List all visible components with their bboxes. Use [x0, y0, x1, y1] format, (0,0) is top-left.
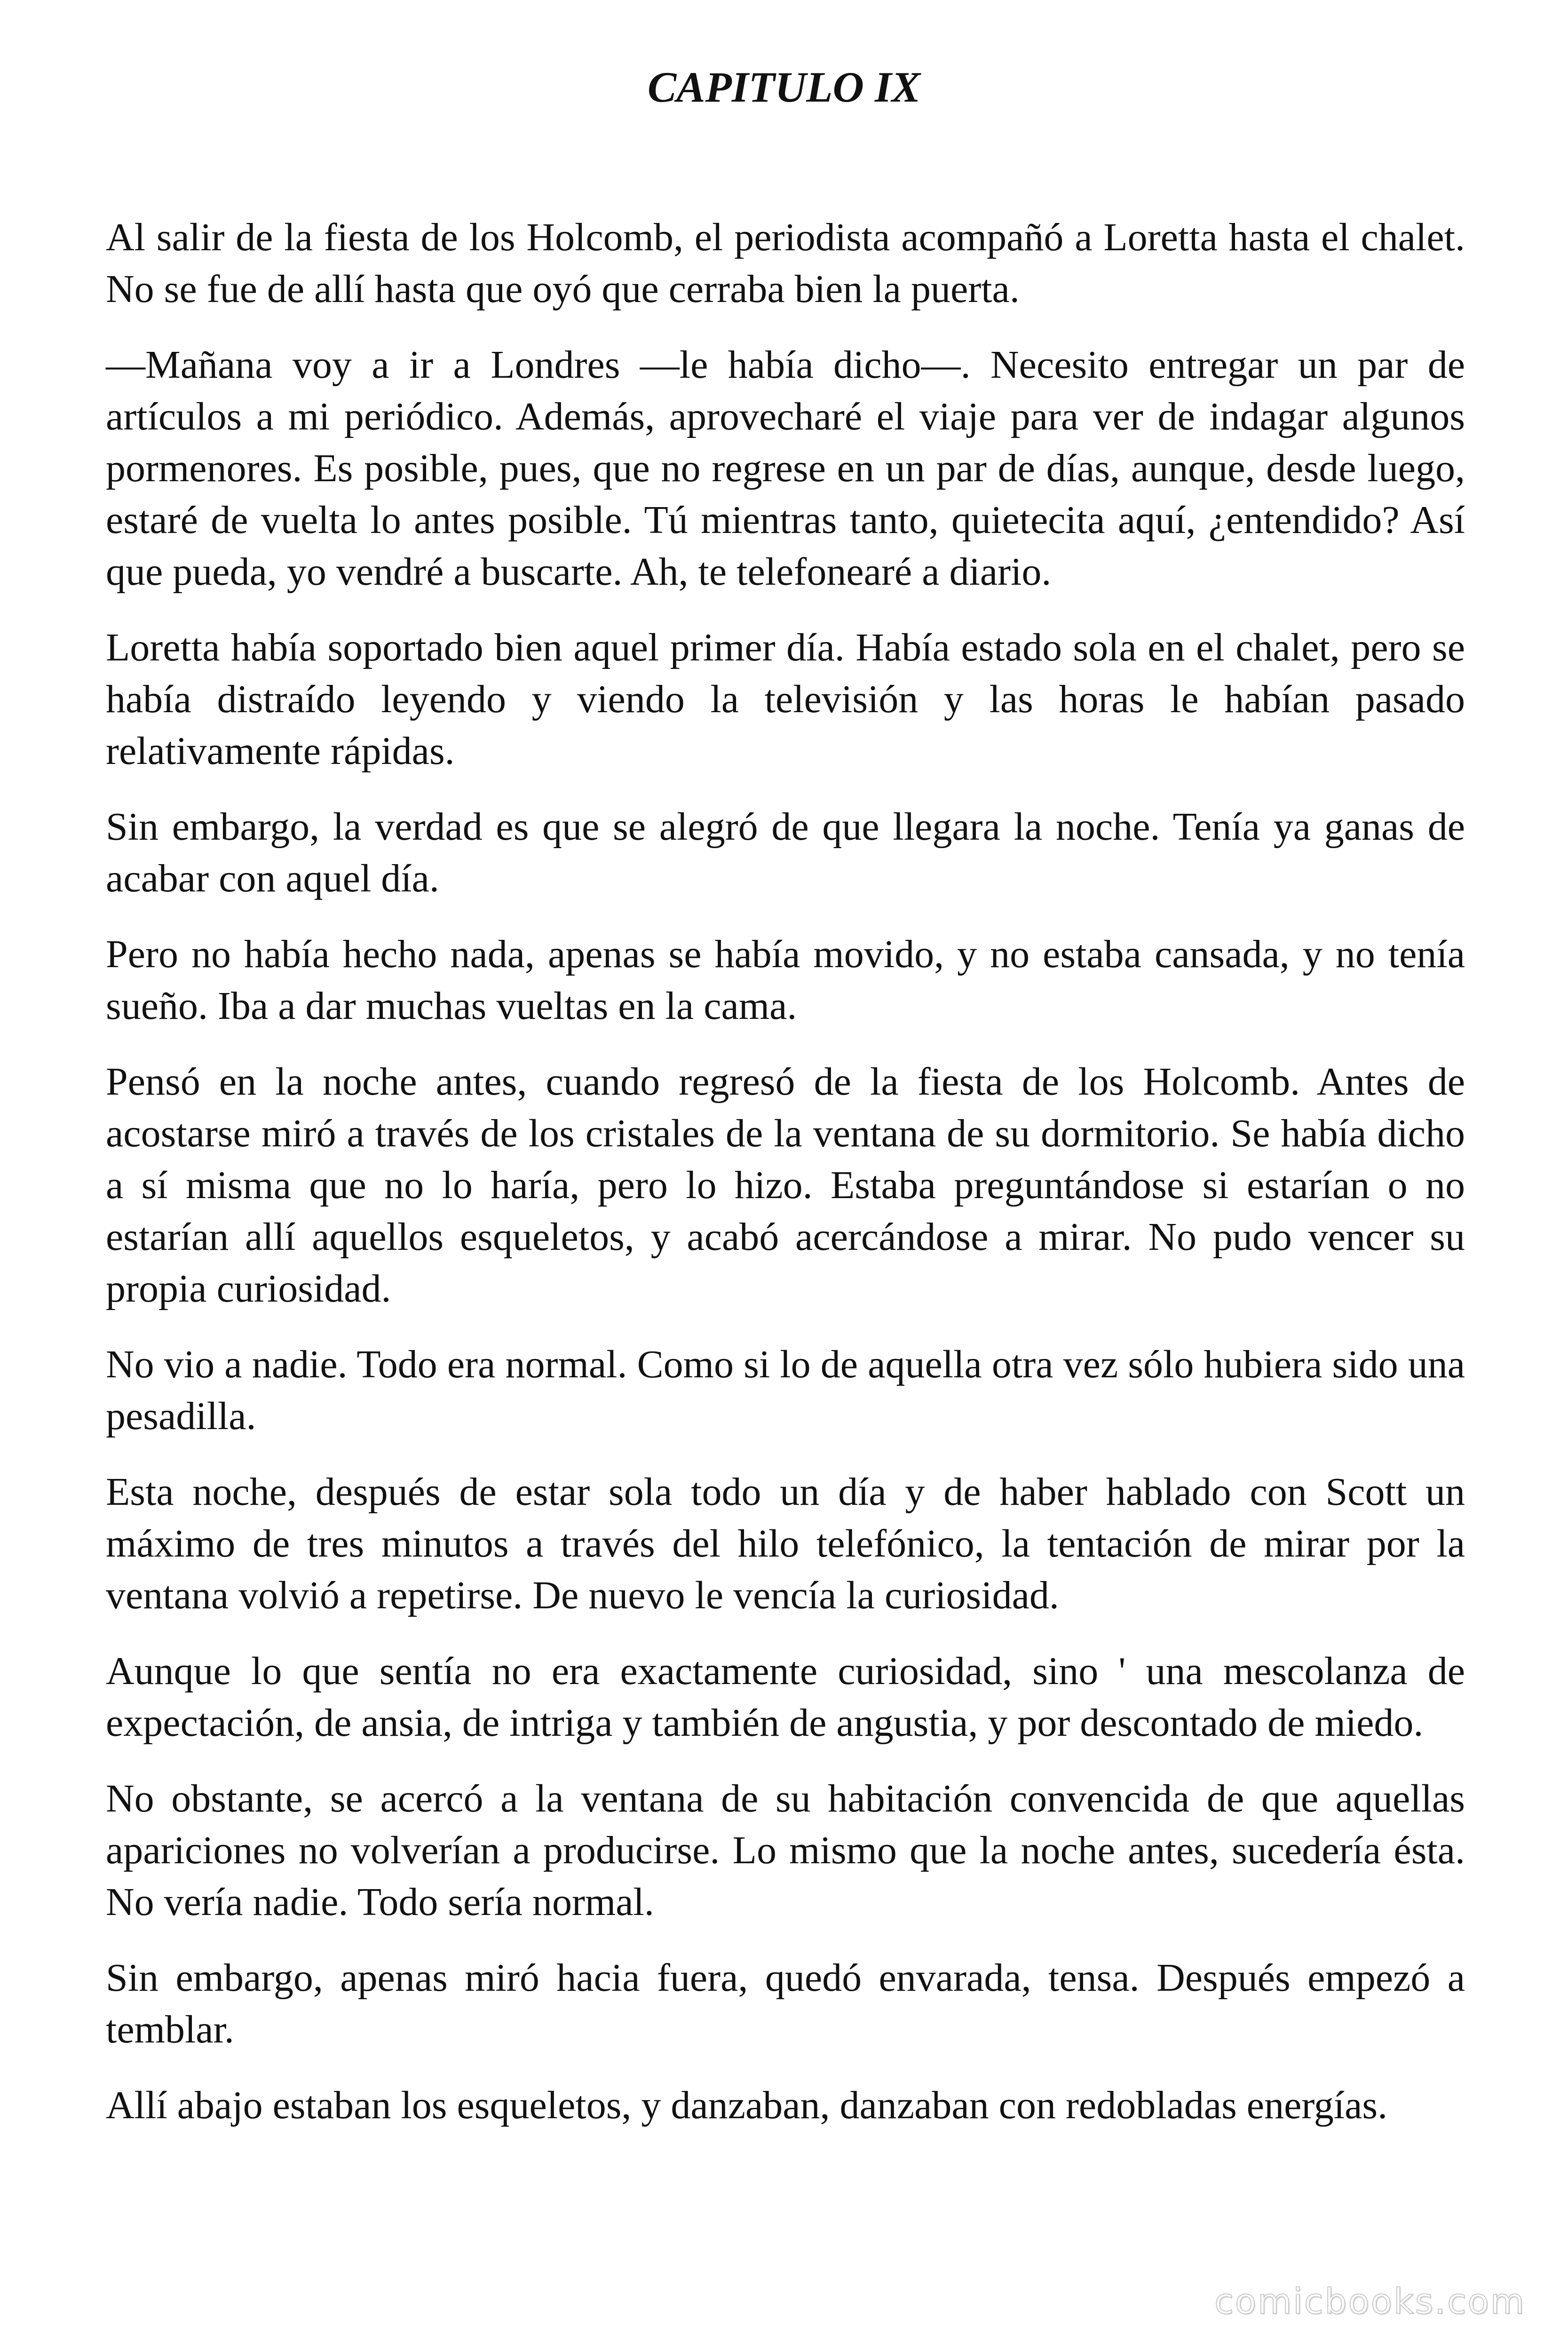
paragraph: Pero no había hecho nada, apenas se había movido, y no estaba cansada, y no tenía sueño. Iba a dar muchas vueltas en la cama. [106, 932, 1465, 1028]
chapter-title: CAPITULO IX [647, 63, 921, 111]
paragraph: Sin embargo, apenas miró hacia fuera, quedó envarada, tensa. Después empezó a temblar. [106, 1956, 1465, 2051]
paragraph: No vio a nadie. Todo era normal. Como si lo de aquella otra vez sólo hubiera sido una pesadilla. [106, 1343, 1465, 1438]
paragraph: No obstante, se acercó a la ventana de su habitación convencida de que aquellas apariciones no volverían a producirse. Lo mismo que la noche antes, sucedería ésta. No vería nadie. Todo sería normal. [106, 1777, 1465, 1924]
paragraph: Sin embargo, la verdad es que se alegró de que llegara la noche. Tenía ya ganas de acabar con aquel día. [106, 805, 1465, 900]
paragraph: Aunque lo que sentía no era exactamente curiosidad, sino ' una mescolanza de expectación, de ansia, de intriga y también de angustia, y por descontado de miedo. [106, 1649, 1465, 1745]
paragraph: Loretta había soportado bien aquel primer día. Había estado sola en el chalet, pero se había distraído leyendo y viendo la televisión y las horas le habían pasado relativamente rápidas. [106, 626, 1465, 773]
paragraph: Esta noche, después de estar sola todo un día y de haber hablado con Scott un máximo de tres minutos a través del hilo telefónico, la tentación de mirar por la ventana volvió a repetirse. De nuevo le vencía la curiosidad. [106, 1470, 1465, 1617]
paragraph: Pensó en la noche antes, cuando regresó de la fiesta de los Holcomb. Antes de acostarse miró a través de los cristales de la ventana de su dormitorio. Se había dicho a sí misma que no lo haría, pero lo hizo. Estaba preguntándose si estarían o no estarían allí aquellos esqueletos, y acabó acercándose a mirar. No pudo vencer su propia curiosidad. [106, 1060, 1465, 1311]
paragraph: Al salir de la fiesta de los Holcomb, el periodista acompañó a Loretta hasta el chalet. No se fue de allí hasta que oyó que cerraba bien la puerta. [106, 215, 1465, 311]
chapter-body [106, 212, 1465, 2155]
paragraph: —Mañana voy a ir a Londres —le había dicho—. Necesito entregar un par de artículos a mi periódico. Además, aprovecharé el viaje para ver de indagar algunos pormenores. Es posible, pues, que no regrese en un par de días, aunque, desde luego, estaré de vuelta lo antes posible. Tú mientras tanto, quietecita aquí, ¿entendido? Así que pueda, yo vendré a buscarte. Ah, te telefonearé a diario. [106, 343, 1465, 594]
paragraph: Allí abajo estaban los esqueletos, y danzaban, danzaban con redobladas energías. [106, 2083, 1388, 2127]
watermark: comicbooks.com [1214, 2281, 1526, 2322]
